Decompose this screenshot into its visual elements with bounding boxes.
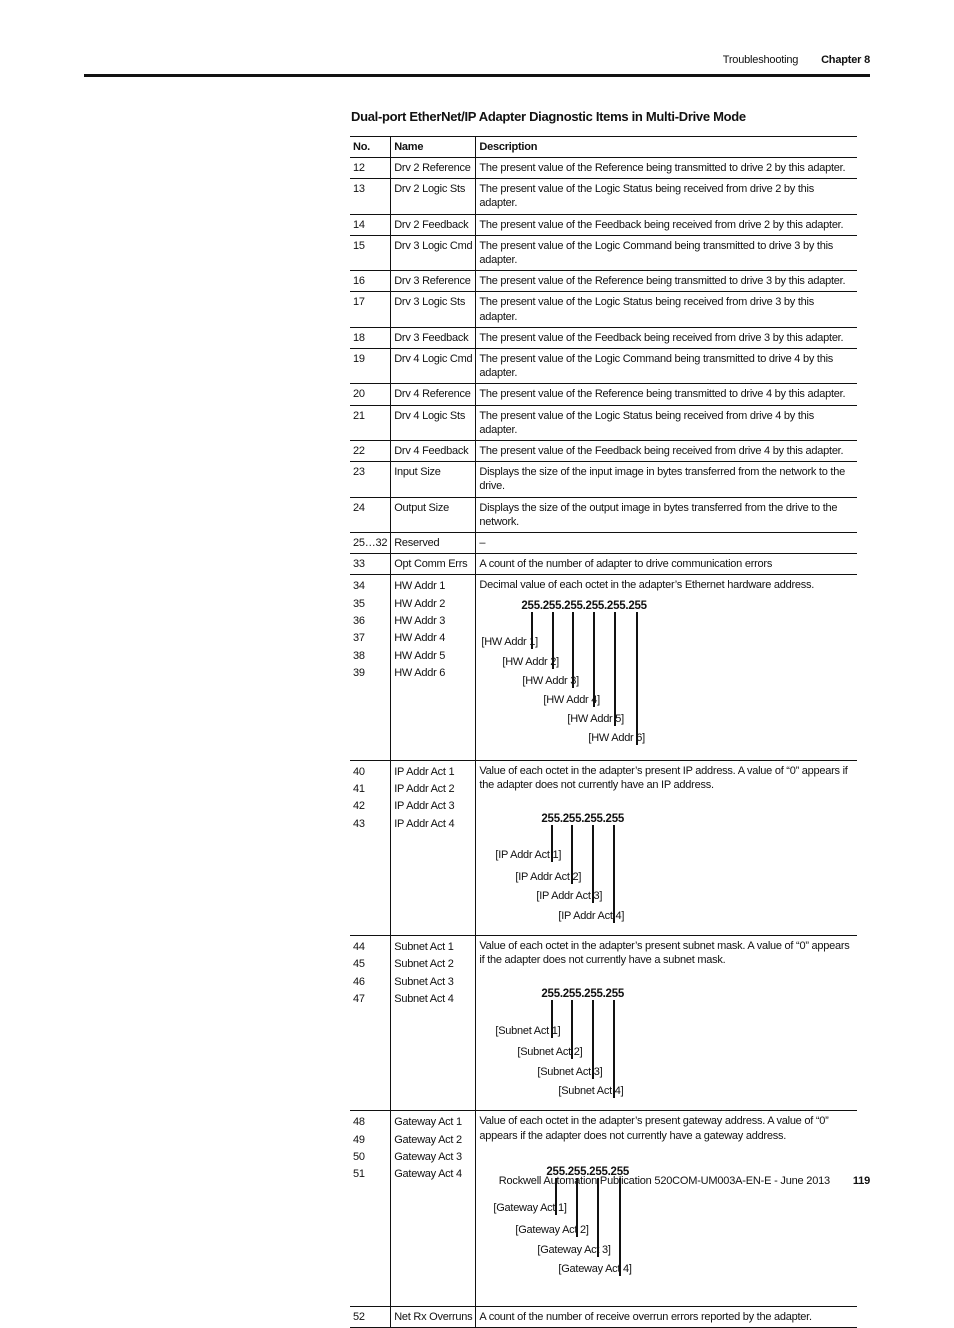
item-number: 36 bbox=[353, 615, 365, 628]
table-row-group bbox=[350, 936, 857, 1111]
item-name: Subnet Act 2 bbox=[394, 958, 454, 971]
table-row bbox=[350, 235, 857, 270]
item-name: Gateway Act 2 bbox=[394, 1133, 462, 1146]
item-number: 45 bbox=[353, 958, 365, 971]
item-description: – bbox=[476, 533, 857, 554]
item-number: 51 bbox=[353, 1168, 365, 1181]
item-number: 52 bbox=[350, 1306, 391, 1327]
item-name: Drv 4 Logic Cmd bbox=[391, 349, 476, 384]
item-description-cell bbox=[476, 575, 857, 760]
item-name: Gateway Act 1 bbox=[394, 1116, 462, 1129]
item-description: The present value of the Reference being transmitted to drive 2 by this adapter. bbox=[476, 158, 857, 179]
octet-label: [Subnet Act 3] bbox=[537, 1066, 603, 1079]
table-row bbox=[350, 349, 857, 384]
item-description: The present value of the Logic Status being received from drive 4 by this adapter. bbox=[476, 405, 857, 440]
octet-label: [HW Addr 1] bbox=[481, 635, 538, 648]
chapter-label: Chapter 8 bbox=[821, 54, 870, 66]
table-row bbox=[350, 384, 857, 405]
item-number: 47 bbox=[353, 992, 365, 1005]
address-format: 255.255.255.255 bbox=[541, 813, 624, 826]
item-name: IP Addr Act 4 bbox=[394, 817, 455, 830]
item-number: 48 bbox=[353, 1116, 365, 1129]
table-row bbox=[350, 533, 857, 554]
item-description-cell bbox=[476, 1111, 857, 1306]
octet-diagram bbox=[479, 593, 854, 757]
item-name: Subnet Act 1 bbox=[394, 941, 454, 954]
octet-label: [HW Addr 3] bbox=[522, 674, 579, 687]
table-header-row bbox=[350, 137, 857, 158]
octet-label: [Subnet Act 4] bbox=[558, 1085, 624, 1098]
item-name: IP Addr Act 1 bbox=[394, 765, 455, 778]
octet-diagram bbox=[479, 967, 854, 1107]
octet-label: [Gateway Act 2] bbox=[515, 1223, 589, 1236]
item-description: The present value of the Logic Command being transmitted to drive 4 by this adapter. bbox=[476, 349, 857, 384]
item-description: The present value of the Logic Status being received from drive 2 by this adapter. bbox=[476, 179, 857, 214]
item-names bbox=[391, 1111, 476, 1306]
octet-diagram bbox=[479, 1143, 854, 1303]
item-number: 46 bbox=[353, 975, 365, 988]
octet-label: [IP Addr Act 1] bbox=[495, 849, 562, 862]
item-name: Opt Comm Errs bbox=[391, 554, 476, 575]
item-number: 49 bbox=[353, 1133, 365, 1146]
octet-label: [Gateway Act 1] bbox=[493, 1201, 567, 1214]
item-name: Drv 3 Feedback bbox=[391, 327, 476, 348]
table-row bbox=[350, 1306, 857, 1327]
item-numbers bbox=[350, 936, 391, 1111]
item-description: Value of each octet in the adapter’s present subnet mask. A value of “0” appears if the adapter does not currently have a subnet mask. bbox=[479, 940, 850, 967]
item-number: 21 bbox=[350, 405, 391, 440]
item-description: A count of the number of adapter to drive communication errors bbox=[476, 554, 857, 575]
octet-label: [Subnet Act 2] bbox=[517, 1046, 583, 1059]
item-number: 23 bbox=[350, 462, 391, 497]
item-name: HW Addr 6 bbox=[394, 666, 446, 679]
item-description: A count of the number of receive overrun errors reported by the adapter. bbox=[476, 1306, 857, 1327]
running-header bbox=[723, 54, 870, 66]
octet-label: [HW Addr 2] bbox=[502, 655, 559, 668]
item-description: The present value of the Logic Command being transmitted to drive 3 by this adapter. bbox=[476, 235, 857, 270]
octet-connector-line bbox=[636, 612, 638, 745]
table-row bbox=[350, 271, 857, 292]
octet-label: [HW Addr 6] bbox=[588, 731, 645, 744]
item-name: Drv 3 Logic Cmd bbox=[391, 235, 476, 270]
item-number: 50 bbox=[353, 1151, 365, 1164]
item-name: HW Addr 4 bbox=[394, 632, 446, 645]
column-header-description: Description bbox=[476, 137, 857, 158]
item-description: Displays the size of the output image in bytes transferred from the drive to the network. bbox=[476, 497, 857, 532]
item-number: 37 bbox=[353, 632, 365, 645]
octet-label: [Gateway Act 4] bbox=[558, 1262, 632, 1275]
table-row bbox=[350, 462, 857, 497]
table-body bbox=[350, 158, 857, 1328]
octet-label: [Gateway Act 3] bbox=[537, 1243, 611, 1256]
item-description: The present value of the Feedback being received from drive 3 by this adapter. bbox=[476, 327, 857, 348]
item-name: Drv 2 Logic Sts bbox=[391, 179, 476, 214]
item-number: 22 bbox=[350, 441, 391, 462]
table-row bbox=[350, 497, 857, 532]
diagnostic-items-table bbox=[350, 136, 857, 1328]
item-name: Subnet Act 3 bbox=[394, 975, 454, 988]
item-number: 20 bbox=[350, 384, 391, 405]
table-row bbox=[350, 179, 857, 214]
item-name: Drv 3 Reference bbox=[391, 271, 476, 292]
item-name: HW Addr 5 bbox=[394, 649, 446, 662]
item-number: 40 bbox=[353, 765, 365, 778]
item-description: The present value of the Reference being transmitted to drive 4 by this adapter. bbox=[476, 384, 857, 405]
item-name: Drv 4 Feedback bbox=[391, 441, 476, 462]
item-number: 25…32 bbox=[350, 533, 391, 554]
item-name: Drv 2 Feedback bbox=[391, 214, 476, 235]
table-row bbox=[350, 214, 857, 235]
item-number: 15 bbox=[350, 235, 391, 270]
address-format: 255.255.255.255 bbox=[541, 988, 624, 1001]
table-row bbox=[350, 292, 857, 327]
item-number: 33 bbox=[350, 554, 391, 575]
table-row-group bbox=[350, 760, 857, 935]
item-name: Input Size bbox=[391, 462, 476, 497]
item-names bbox=[391, 936, 476, 1111]
table-row bbox=[350, 405, 857, 440]
item-number: 17 bbox=[350, 292, 391, 327]
item-numbers bbox=[350, 760, 391, 935]
item-description: The present value of the Reference being transmitted to drive 3 by this adapter. bbox=[476, 271, 857, 292]
octet-label: [HW Addr 4] bbox=[543, 693, 600, 706]
item-number: 24 bbox=[350, 497, 391, 532]
item-number: 39 bbox=[353, 666, 365, 679]
item-description: Displays the size of the input image in bytes transferred from the network to the drive. bbox=[476, 462, 857, 497]
column-header-name: Name bbox=[391, 137, 476, 158]
item-number: 42 bbox=[353, 800, 365, 813]
octet-label: [IP Addr Act 3] bbox=[536, 890, 603, 903]
item-name: HW Addr 3 bbox=[394, 615, 446, 628]
item-name: Subnet Act 4 bbox=[394, 992, 454, 1005]
item-numbers bbox=[350, 1111, 391, 1306]
item-name: Gateway Act 4 bbox=[394, 1168, 462, 1181]
item-number: 41 bbox=[353, 782, 365, 795]
item-description: The present value of the Feedback being received from drive 2 by this adapter. bbox=[476, 214, 857, 235]
item-description-cell bbox=[476, 936, 857, 1111]
page-number: 119 bbox=[852, 1175, 870, 1187]
item-name: IP Addr Act 2 bbox=[394, 782, 455, 795]
item-name: Drv 3 Logic Sts bbox=[391, 292, 476, 327]
item-description: The present value of the Feedback being received from drive 4 by this adapter. bbox=[476, 441, 857, 462]
table-row-group bbox=[350, 575, 857, 760]
item-name: IP Addr Act 3 bbox=[394, 800, 455, 813]
octet-diagram bbox=[479, 792, 854, 932]
item-number: 43 bbox=[353, 817, 365, 830]
item-name: Output Size bbox=[391, 497, 476, 532]
item-description: The present value of the Logic Status being received from drive 3 by this adapter. bbox=[476, 292, 857, 327]
item-description: Decimal value of each octet in the adapter’s Ethernet hardware address. bbox=[479, 579, 815, 592]
octet-label: [Subnet Act 1] bbox=[495, 1025, 561, 1038]
item-name: Net Rx Overruns bbox=[391, 1306, 476, 1327]
table-title: Dual-port EtherNet/IP Adapter Diagnostic Items in Multi-Drive Mode bbox=[351, 109, 746, 124]
column-header-no: No. bbox=[350, 137, 391, 158]
item-name: HW Addr 2 bbox=[394, 597, 446, 610]
item-number: 18 bbox=[350, 327, 391, 348]
item-number: 38 bbox=[353, 649, 365, 662]
item-number: 16 bbox=[350, 271, 391, 292]
item-name: HW Addr 1 bbox=[394, 580, 446, 593]
header-rule bbox=[84, 74, 870, 77]
table-row bbox=[350, 327, 857, 348]
octet-label: [IP Addr Act 2] bbox=[515, 871, 582, 884]
section-name: Troubleshooting bbox=[722, 54, 799, 66]
item-number: 13 bbox=[350, 179, 391, 214]
item-name: Drv 4 Logic Sts bbox=[391, 405, 476, 440]
octet-connector-line bbox=[614, 612, 616, 726]
item-name: Drv 4 Reference bbox=[391, 384, 476, 405]
item-description-cell bbox=[476, 760, 857, 935]
item-name: Reserved bbox=[391, 533, 476, 554]
item-description: Value of each octet in the adapter’s present IP address. A value of “0” appears if the adapter does not currently have an IP address. bbox=[479, 764, 848, 791]
table-row bbox=[350, 158, 857, 179]
table-row bbox=[350, 554, 857, 575]
item-number: 44 bbox=[353, 941, 365, 954]
item-description: Value of each octet in the adapter’s present gateway address. A value of “0” appears if the adapter does not currently have a gateway address. bbox=[479, 1115, 829, 1142]
page-footer bbox=[499, 1175, 870, 1187]
item-name: Gateway Act 3 bbox=[394, 1151, 462, 1164]
item-number: 19 bbox=[350, 349, 391, 384]
item-number: 14 bbox=[350, 214, 391, 235]
item-name: Drv 2 Reference bbox=[391, 158, 476, 179]
address-format: 255.255.255.255 bbox=[546, 1165, 629, 1178]
octet-label: [IP Addr Act 4] bbox=[558, 910, 625, 923]
item-number: 12 bbox=[350, 158, 391, 179]
item-names bbox=[391, 575, 476, 760]
item-names bbox=[391, 760, 476, 935]
item-number: 34 bbox=[353, 580, 365, 593]
octet-label: [HW Addr 5] bbox=[567, 712, 624, 725]
publication-info: Rockwell Automation Publication 520COM-UM003A-EN-E - June 2013 bbox=[498, 1175, 830, 1187]
address-format: 255.255.255.255.255.255 bbox=[521, 599, 647, 612]
item-number: 35 bbox=[353, 597, 365, 610]
table-row bbox=[350, 441, 857, 462]
table-row-group bbox=[350, 1111, 857, 1306]
item-numbers bbox=[350, 575, 391, 760]
